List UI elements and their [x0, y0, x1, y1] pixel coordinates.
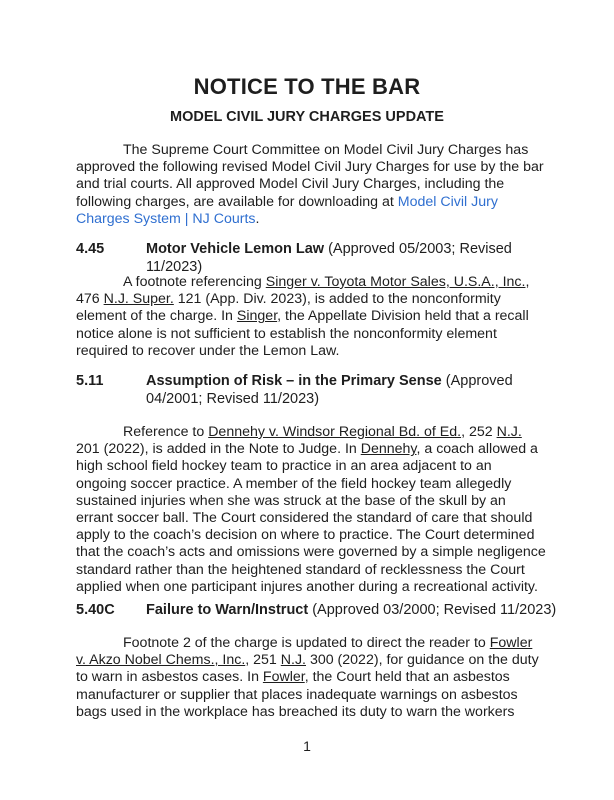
section-title: Assumption of Risk – in the Primary Sense: [146, 373, 442, 389]
case-citation: Dennehy v. Windsor Regional Bd. of Ed.: [208, 424, 462, 440]
paragraph-text: Reference to: [123, 424, 209, 440]
section-title: Failure to Warn/Instruct: [146, 602, 309, 618]
intro-text: The Supreme Court Committee on Model Civil Jury Charges has approved the following revised Model Civil Jury Charges for use by the bar and trial courts. All approved Model Civil Jury Charges, including the following charges, are available for downloading at: [76, 142, 544, 210]
case-short-name: Singer: [236, 308, 278, 325]
section-number: 5.11: [76, 373, 104, 389]
paragraph-text: A footnote referencing: [123, 274, 266, 290]
section-heading-4-45: [76, 240, 566, 276]
reporter-citation: N.J.: [496, 424, 522, 440]
page-subtitle: MODEL CIVIL JURY CHARGES UPDATE: [170, 109, 444, 125]
paragraph-text: , 476: [76, 274, 530, 308]
case-citation: Fowler v. Akzo Nobel Chems., Inc.: [76, 635, 533, 669]
section-paragraph-5-40c: [76, 635, 546, 721]
section-heading-5-11: [76, 372, 566, 408]
page-title: NOTICE TO THE BAR: [193, 74, 421, 99]
case-citation: Singer v. Toyota Motor Sales, U.S.A., Inc.: [265, 274, 526, 290]
section-number: 4.45: [76, 241, 105, 257]
paragraph-text: 300 (2022), for guidance on the duty to warn in asbestos cases. In: [76, 652, 539, 686]
intro-end: .: [255, 210, 260, 227]
section-dates: (Approved 05/2003; Revised 11/2023): [146, 241, 512, 275]
section-dates: (Approved 03/2000; Revised 11/2023): [308, 602, 557, 618]
reporter-citation: N.J. Super.: [103, 291, 174, 308]
paragraph-text: 121 (App. Div. 2023), is added to the nonconformity element of the charge. In: [76, 291, 501, 325]
reporter-citation: N.J.: [280, 652, 306, 669]
section-dates: (Approved 04/2001; Revised 11/2023): [146, 373, 513, 407]
section-number: 5.40C: [76, 602, 115, 618]
case-short-name: Dennehy: [360, 441, 417, 458]
paragraph-text: , the Appellate Division held that a recall notice alone is not sufficient to establish the nonconformity element required to recover under the Lemon Law.: [76, 308, 529, 359]
paragraph-text: , the Court held that an asbestos manufacturer or supplier that places inadequate warnings on asbestos bags used in the workplace has breached its duty to warn the workers: [76, 669, 518, 720]
section-paragraph-5-11: [76, 424, 546, 596]
model-civil-jury-charges-link[interactable]: Model Civil Jury Charges System | NJ Courts: [76, 193, 498, 227]
paragraph-text: 201 (2022), is added in the Note to Judge. In: [76, 441, 361, 458]
paragraph-text: , 252: [461, 424, 497, 440]
section-title: Motor Vehicle Lemon Law: [146, 241, 325, 257]
section-heading-5-40c: [76, 601, 566, 619]
case-short-name: Fowler: [262, 669, 305, 686]
paragraph-text: , 251: [245, 652, 281, 669]
section-paragraph-4-45: [76, 274, 546, 360]
page-number: 1: [303, 738, 311, 754]
paragraph-text: Footnote 2 of the charge is updated to direct the reader to: [123, 635, 490, 651]
intro-paragraph: [76, 142, 546, 228]
paragraph-text: , a coach allowed a high school field hockey team to practice in an area adjacent to an ongoing soccer practice. A member of the field hockey team allegedly sustained injuries when she was struck at the base of the skull by an errant soccer ball. The Court considered the standard of care that should apply to the coach’s decision on where to practice. The Court determined that the coach’s acts and omissions were governed by a simple negligence standard rather than the heightened standard of recklessness the Court applied when one participant injures another during a recreational activity.: [76, 441, 546, 595]
